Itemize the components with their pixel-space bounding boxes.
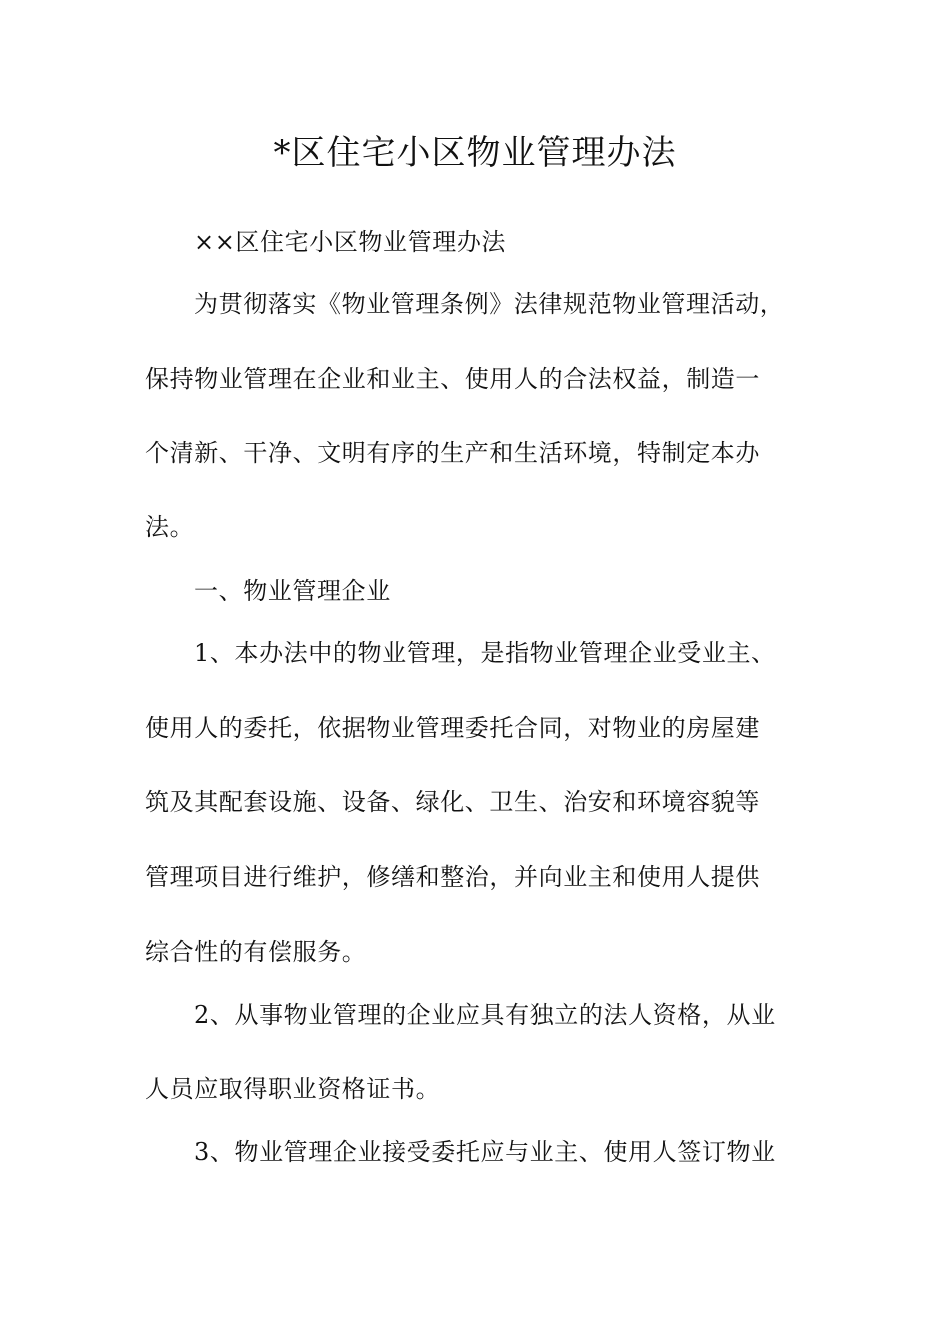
paragraph-line: 3、物业管理企业接受委托应与业主、使用人签订物业	[194, 1138, 776, 1166]
paragraph-line: 个清新、干净、文明有序的生产和生活环境，特制定本办	[145, 439, 760, 467]
paragraph-line: 使用人的委托，依据物业管理委托合同，对物业的房屋建	[145, 714, 760, 742]
paragraph-line: 管理项目进行维护，修缮和整治，并向业主和使用人提供	[145, 863, 760, 891]
paragraph-line: 1、本办法中的物业管理，是指物业管理企业受业主、	[194, 639, 776, 667]
paragraph-line: 人员应取得职业资格证书。	[145, 1075, 441, 1103]
subtitle-line: ××区住宅小区物业管理办法	[194, 228, 507, 256]
paragraph-line: 筑及其配套设施、设备、绿化、卫生、治安和环境容貌等	[145, 788, 760, 816]
section-heading: 一、物业管理企业	[194, 577, 391, 605]
paragraph-line: 法。	[145, 513, 195, 541]
paragraph-line: 2、从事物业管理的企业应具有独立的法人资格，从业	[194, 1001, 776, 1029]
paragraph-line: 综合性的有偿服务。	[145, 938, 367, 966]
paragraph-line: 保持物业管理在企业和业主、使用人的合法权益，制造一	[145, 365, 760, 393]
document-title: *区住宅小区物业管理办法	[273, 133, 677, 173]
paragraph-line: 为贯彻落实《物业管理条例》法律规范物业管理活动，	[194, 290, 785, 318]
